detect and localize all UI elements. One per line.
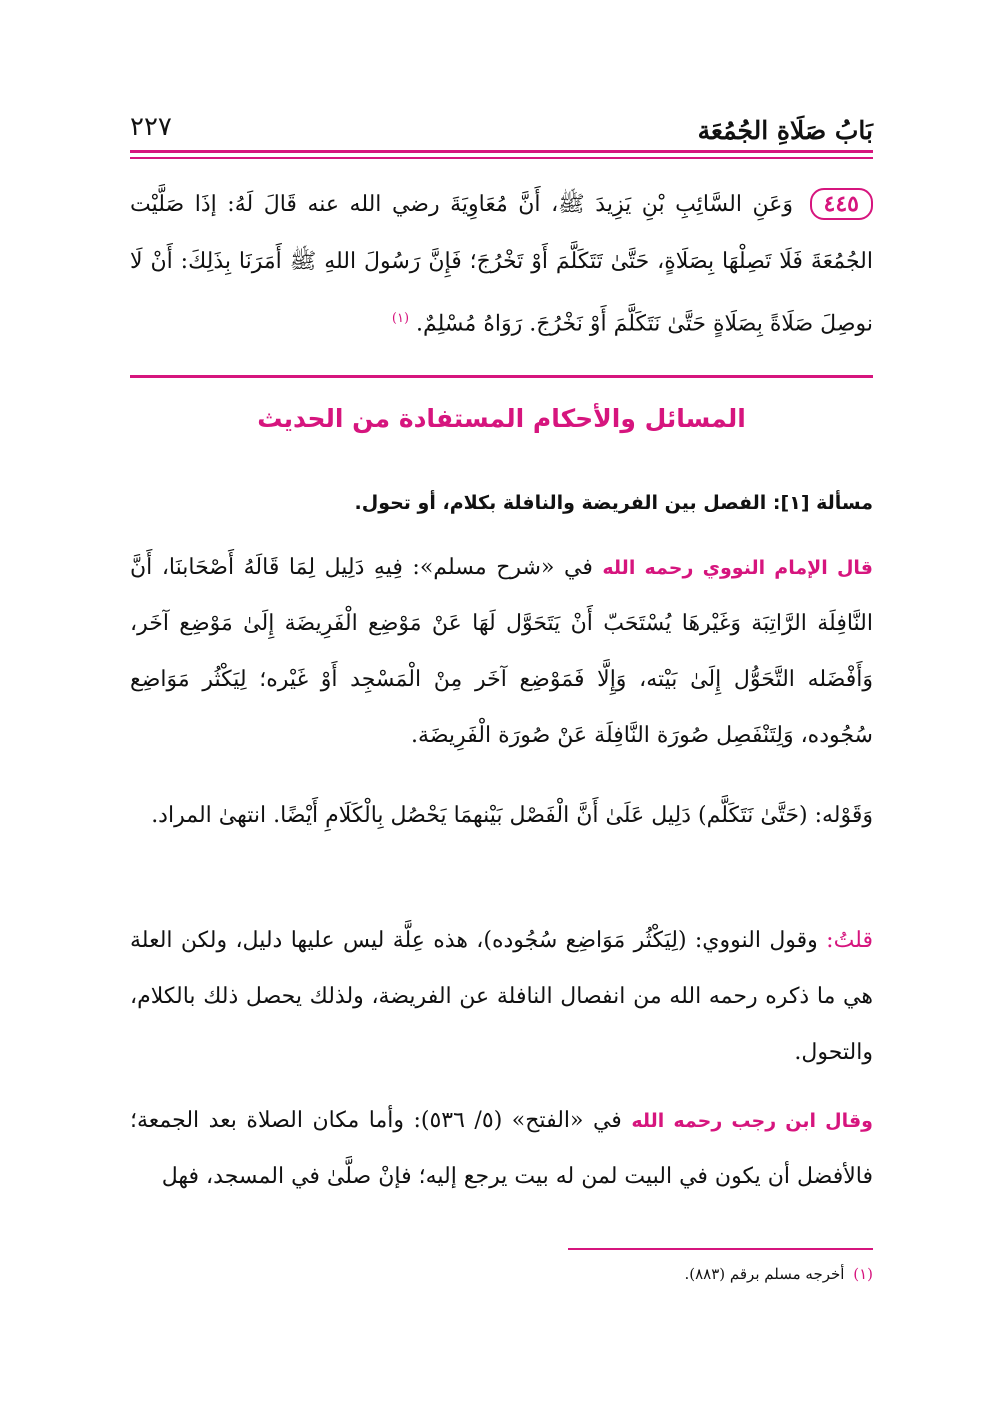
header-rule-thick — [130, 150, 873, 153]
paragraph-nawawi — [130, 540, 873, 764]
section-title: المسائل والأحكام المستفادة من الحديث — [257, 404, 746, 433]
issue-heading — [130, 492, 873, 514]
ibn-rajab-lead: وقال ابن رجب رحمه الله — [631, 1110, 873, 1132]
qultu-text: وقول النووي: (لِيَكْثُر مَوَاضِع سُجُوده)، هذه عِلَّة ليس عليها دليل، ولكن العلة هي ما ذكره رحمه الله من انفصال النافلة عن الفريضة، ولذلك يحصل ذلك بالكلام، والتحول. — [130, 928, 873, 1065]
page — [130, 0, 873, 1418]
issue-title: الفصل بين الفريضة والنافلة بكلام، أو تحول. — [354, 492, 767, 514]
nawawi-lead: قال الإمام النووي رحمه الله — [602, 557, 874, 579]
hadith-block — [130, 176, 873, 352]
nawawi-text: في «شرح مسلم»: فِيهِ دَلِيل لِمَا قَالَهُ أَصْحَابنَا، أَنَّ النَّافِلَة الرَّاتِبَة وَغَيْرهَا يُسْتَحَبّ أَنْ يَتَحَوَّل لَهَا عَنْ مَوْضِع الْفَرِيضَة إِلَىٰ مَوْضِع آخَر، وَأَفْضَله التَّحَوُّل إِلَىٰ بَيْته، وَإِلَّا فَمَوْضِع آخَر مِنْ الْمَسْجِد أَوْ غَيْره؛ لِيَكْثُر مَوَاضِع سُجُوده، وَلِتَنْفَصِل صُورَة النَّافِلَة عَنْ صُورَة الْفَرِيضَة. — [130, 555, 873, 748]
hadith-number-badge: ٤٤٥ — [810, 188, 873, 220]
page-header — [130, 112, 873, 152]
header-rule-thin — [130, 157, 873, 159]
paragraph-qultu — [130, 913, 873, 1081]
qawluh-text: وَقَوْله: (حَتَّىٰ نَتَكَلَّم) دَلِيل عَلَىٰ أَنَّ الْفَصْل بَيْنهمَا يَحْصُل بِالْكَلَامِ أَيْضًا. انتهىٰ المراد. — [151, 803, 873, 828]
footnote-number: (١) — [853, 1265, 873, 1283]
footnote-rule — [568, 1248, 873, 1250]
footnote — [684, 1265, 873, 1283]
footnote-text: أخرجه مسلم برقم (٨٨٣). — [684, 1265, 845, 1283]
hadith-text: وَعَنِ السَّائِبِ بْنِ يَزِيدَ ﷺ، أَنَّ مُعَاوِيَةَ رضي الله عنه قَالَ لَهُ: إذَا صَلَّيْت الجُمُعَةَ فَلَا تَصِلْهَا بِصَلَاةٍ، حَتَّىٰ تَتَكَلَّمَ أَوْ تَخْرُجَ؛ فَإِنَّ رَسُولَ اللهِ ﷺ أَمَرَنَا بِذَلِكَ: أَنْ لَا نوصِلَ صَلَاةً بِصَلَاةٍ حَتَّىٰ نَتَكَلَّمَ أَوْ نَخْرُجَ. رَوَاهُ مُسْلِمٌ. — [130, 192, 873, 337]
ibn-rajab-text: في «الفتح» (٥/ ٥٣٦): وأما مكان الصلاة بعد الجمعة؛ فالأفضل أن يكون في البيت لمن له بيت يرجع إليه؛ فإنْ صلَّىٰ في المسجد، فهل — [130, 1108, 873, 1189]
chapter-title: بَابُ صَلَاةِ الجُمُعَة — [697, 116, 873, 145]
qultu-lead: قلتُ: — [826, 928, 873, 953]
issue-label: مسألة [١]: — [772, 492, 873, 514]
page-number: ٢٢٧ — [130, 112, 172, 142]
footnote-reference[interactable]: (١) — [391, 311, 410, 326]
paragraph-qawluh — [130, 788, 873, 844]
section-divider — [130, 375, 873, 378]
paragraph-ibn-rajab — [130, 1093, 873, 1205]
